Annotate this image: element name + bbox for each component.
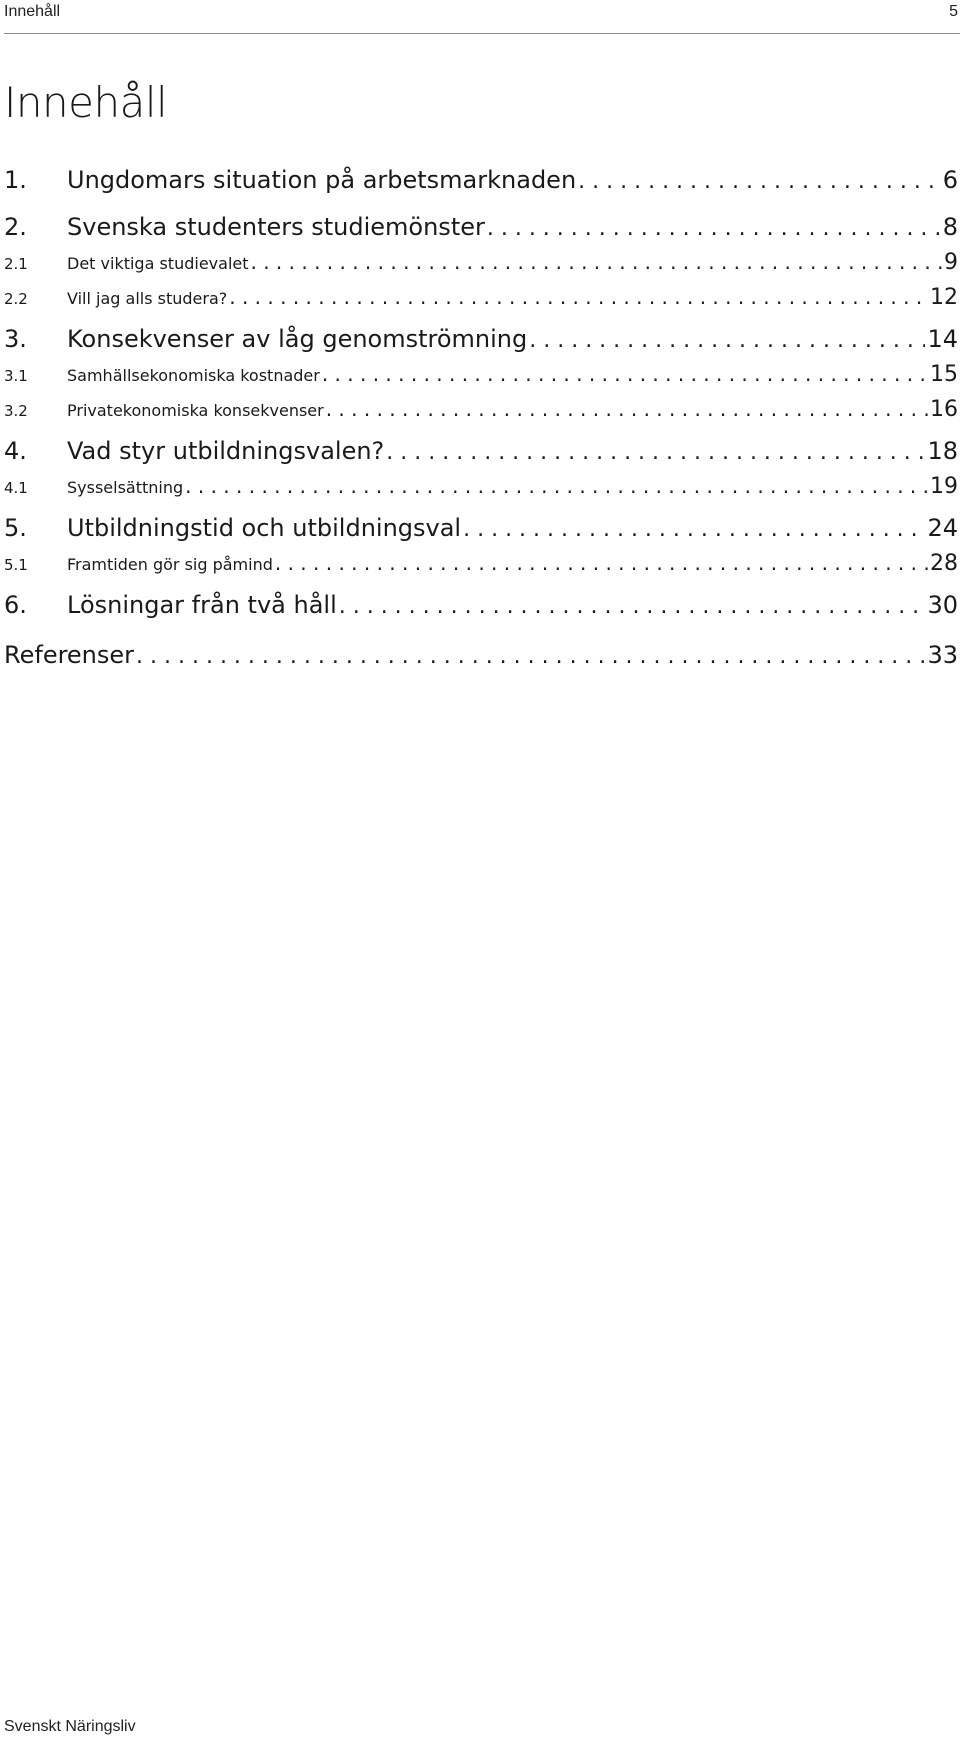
toc-entry-page: 19 (930, 474, 958, 499)
toc-dot-leader (578, 169, 941, 194)
toc-dot-leader (229, 285, 928, 309)
toc-entry-label: Det viktiga studievalet (67, 254, 249, 273)
toc-dot-leader (251, 250, 943, 274)
toc-entry-label: Sysselsättning (67, 478, 184, 497)
toc-entry-label: Konsekvenser av låg genomströmning (67, 325, 528, 353)
toc-dot-leader (386, 440, 925, 465)
toc-entry-number: 3.1 (4, 367, 28, 385)
toc-entry-number: 2.1 (4, 255, 28, 273)
toc-entry-page: 12 (930, 285, 958, 310)
toc-entry-number: 5.1 (4, 556, 28, 574)
toc-entry-label: Framtiden gör sig påmind (67, 555, 273, 574)
toc-entry-page: 15 (930, 362, 958, 387)
toc-entry-page: 28 (930, 551, 958, 576)
toc-entry-3-1[interactable] (4, 362, 958, 387)
toc-entry-label: Utbildningstid och utbildningsval (67, 514, 462, 542)
toc-entry-number: 4. (4, 437, 27, 465)
toc-dot-leader (529, 328, 925, 353)
toc-entry-5[interactable] (4, 514, 958, 542)
running-head (4, 0, 960, 34)
page-title: Innehåll (4, 78, 168, 127)
running-head-section: Innehåll (4, 3, 61, 20)
toc-entry-label: Samhällsekonomiska kostnader (67, 366, 320, 385)
toc-entry-page: 30 (927, 591, 958, 619)
toc-entry-4[interactable] (4, 437, 958, 465)
toc-entry-page: 18 (927, 437, 958, 465)
toc-entry-page: 9 (944, 250, 958, 275)
toc-dot-leader (185, 474, 928, 498)
toc-entry-number: 2. (4, 213, 27, 241)
toc-entry-page: 24 (927, 514, 958, 542)
toc-dot-leader (463, 517, 925, 542)
toc-dot-leader (136, 644, 925, 669)
toc-entry-4-1[interactable] (4, 474, 958, 499)
toc-dot-leader (275, 551, 928, 575)
toc-entry-page: 14 (927, 325, 958, 353)
toc-entry-page: 6 (942, 166, 958, 194)
toc-entry-page: 8 (942, 213, 958, 241)
toc-entry-6[interactable] (4, 591, 958, 619)
toc-entry-2-1[interactable] (4, 250, 958, 275)
toc-entry-label: Referenser (4, 641, 135, 669)
toc-entry-1[interactable] (4, 166, 958, 194)
footer-publisher: Svenskt Näringsliv (4, 1718, 136, 1735)
toc-entry-number: 3. (4, 325, 27, 353)
toc-entry-label: Ungdomars situation på arbetsmarknaden (67, 166, 577, 194)
page-footer (4, 1718, 136, 1736)
toc-entry-3-2[interactable] (4, 397, 958, 422)
toc-entry-number: 4.1 (4, 479, 28, 497)
toc-entry-number: 5. (4, 514, 27, 542)
toc-entry-2-2[interactable] (4, 285, 958, 310)
toc-dot-leader (326, 397, 928, 421)
toc-entry-referenser[interactable] (4, 641, 958, 669)
toc-entry-label: Lösningar från två håll (67, 591, 337, 619)
toc-entry-label: Svenska studenters studiemönster (67, 213, 485, 241)
toc-entry-label: Vill jag alls studera? (67, 289, 228, 308)
toc-entry-number: 1. (4, 166, 27, 194)
toc-dot-leader (339, 594, 926, 619)
toc-dot-leader (322, 362, 928, 386)
toc-entry-number: 2.2 (4, 290, 28, 308)
toc-dot-leader (487, 216, 941, 241)
toc-entry-number: 6. (4, 591, 27, 619)
toc-entry-page: 33 (927, 641, 958, 669)
toc-entry-2[interactable] (4, 213, 958, 241)
toc-entry-5-1[interactable] (4, 551, 958, 576)
toc-entry-label: Vad styr utbildningsvalen? (67, 437, 385, 465)
toc-entry-label: Privatekonomiska konsekvenser (67, 401, 324, 420)
toc-entry-3[interactable] (4, 325, 958, 353)
toc-entry-number: 3.2 (4, 402, 28, 420)
toc-entry-page: 16 (930, 397, 958, 422)
running-head-page-number: 5 (949, 3, 958, 20)
